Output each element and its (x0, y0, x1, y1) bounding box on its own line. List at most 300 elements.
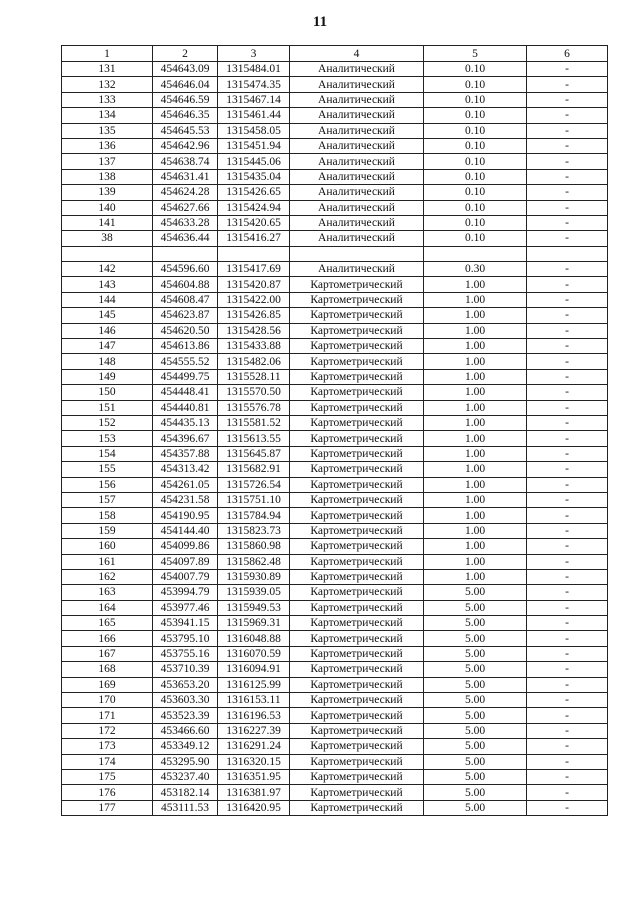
point-number-cell: 168 (62, 662, 153, 677)
x-coordinate-cell: 454613.86 (153, 339, 218, 354)
method-cell: Картометрический (290, 385, 424, 400)
accuracy-cell: 5.00 (424, 585, 527, 600)
table-row (62, 138, 608, 153)
accuracy-cell: 1.00 (424, 277, 527, 292)
note-cell: - (527, 185, 608, 200)
method-cell: Картометрический (290, 600, 424, 615)
point-number-cell: 143 (62, 277, 153, 292)
x-coordinate-cell: 454631.41 (153, 169, 218, 184)
column-header: 1 (62, 46, 153, 62)
column-header: 2 (153, 46, 218, 62)
method-cell: Картометрический (290, 585, 424, 600)
table-row (62, 585, 608, 600)
table-row (62, 92, 608, 107)
method-cell: Картометрический (290, 739, 424, 754)
point-number-cell: 137 (62, 154, 153, 169)
method-cell: Картометрический (290, 693, 424, 708)
point-number-cell: 148 (62, 354, 153, 369)
page-number: 11 (312, 14, 328, 30)
point-number-cell: 134 (62, 108, 153, 123)
point-number-cell: 154 (62, 446, 153, 461)
method-cell: Картометрический (290, 354, 424, 369)
table-row (62, 539, 608, 554)
table-row (62, 246, 608, 261)
method-cell: Картометрический (290, 508, 424, 523)
note-cell: - (527, 723, 608, 738)
method-cell: Картометрический (290, 662, 424, 677)
x-coordinate-cell: 453977.46 (153, 600, 218, 615)
y-coordinate-cell: 1316125.99 (218, 677, 290, 692)
note-cell: - (527, 677, 608, 692)
table-row (62, 385, 608, 400)
point-number-cell: 173 (62, 739, 153, 754)
x-coordinate-cell: 454633.28 (153, 215, 218, 230)
method-cell: Картометрический (290, 646, 424, 661)
note-cell: - (527, 693, 608, 708)
table-row (62, 693, 608, 708)
accuracy-cell: 1.00 (424, 508, 527, 523)
point-number-cell: 147 (62, 339, 153, 354)
point-number-cell: 159 (62, 523, 153, 538)
y-coordinate-cell: 1315422.00 (218, 292, 290, 307)
y-coordinate-cell: 1316227.39 (218, 723, 290, 738)
y-coordinate-cell: 1315424.94 (218, 200, 290, 215)
method-cell: Картометрический (290, 462, 424, 477)
point-number-cell: 156 (62, 477, 153, 492)
table-row (62, 739, 608, 754)
y-coordinate-cell (218, 246, 290, 261)
table-row (62, 554, 608, 569)
point-number-cell: 176 (62, 785, 153, 800)
x-coordinate-cell: 453349.12 (153, 739, 218, 754)
table-row (62, 754, 608, 769)
x-coordinate-cell: 453710.39 (153, 662, 218, 677)
accuracy-cell: 1.00 (424, 385, 527, 400)
table-row (62, 600, 608, 615)
point-number-cell: 151 (62, 400, 153, 415)
y-coordinate-cell: 1316153.11 (218, 693, 290, 708)
y-coordinate-cell: 1316070.59 (218, 646, 290, 661)
accuracy-cell: 1.00 (424, 462, 527, 477)
y-coordinate-cell: 1315751.10 (218, 492, 290, 507)
table-row (62, 200, 608, 215)
note-cell: - (527, 215, 608, 230)
point-number-cell: 162 (62, 569, 153, 584)
table-row (62, 123, 608, 138)
note-cell: - (527, 554, 608, 569)
y-coordinate-cell: 1316291.24 (218, 739, 290, 754)
x-coordinate-cell: 453994.79 (153, 585, 218, 600)
note-cell: - (527, 616, 608, 631)
x-coordinate-cell: 454396.67 (153, 431, 218, 446)
note-cell: - (527, 508, 608, 523)
accuracy-cell: 5.00 (424, 631, 527, 646)
x-coordinate-cell: 454646.04 (153, 77, 218, 92)
x-coordinate-cell: 453523.39 (153, 708, 218, 723)
note-cell: - (527, 339, 608, 354)
table-row (62, 662, 608, 677)
table-row (62, 354, 608, 369)
x-coordinate-cell: 454007.79 (153, 569, 218, 584)
accuracy-cell: 0.10 (424, 92, 527, 107)
table-row (62, 800, 608, 815)
point-number-cell: 136 (62, 138, 153, 153)
accuracy-cell: 1.00 (424, 492, 527, 507)
y-coordinate-cell: 1315428.56 (218, 323, 290, 338)
accuracy-cell: 1.00 (424, 415, 527, 430)
accuracy-cell: 5.00 (424, 754, 527, 769)
x-coordinate-cell: 454642.96 (153, 138, 218, 153)
accuracy-cell: 1.00 (424, 523, 527, 538)
method-cell: Картометрический (290, 277, 424, 292)
y-coordinate-cell: 1315784.94 (218, 508, 290, 523)
y-coordinate-cell: 1315416.27 (218, 231, 290, 246)
note-cell: - (527, 62, 608, 77)
accuracy-cell: 5.00 (424, 616, 527, 631)
note-cell: - (527, 631, 608, 646)
table-body (62, 46, 608, 816)
x-coordinate-cell: 454231.58 (153, 492, 218, 507)
table-row (62, 262, 608, 277)
table-row (62, 569, 608, 584)
method-cell: Картометрический (290, 554, 424, 569)
note-cell: - (527, 169, 608, 184)
x-coordinate-cell: 454643.09 (153, 62, 218, 77)
accuracy-cell: 0.10 (424, 185, 527, 200)
method-cell: Картометрический (290, 339, 424, 354)
method-cell: Аналитический (290, 200, 424, 215)
y-coordinate-cell: 1316094.91 (218, 662, 290, 677)
point-number-cell: 158 (62, 508, 153, 523)
accuracy-cell: 1.00 (424, 431, 527, 446)
table-row (62, 492, 608, 507)
point-number-cell (62, 246, 153, 261)
method-cell: Картометрический (290, 323, 424, 338)
x-coordinate-cell: 454435.13 (153, 415, 218, 430)
x-coordinate-cell: 454440.81 (153, 400, 218, 415)
method-cell: Картометрический (290, 723, 424, 738)
method-cell: Картометрический (290, 539, 424, 554)
accuracy-cell: 0.10 (424, 123, 527, 138)
x-coordinate-cell: 454627.66 (153, 200, 218, 215)
y-coordinate-cell: 1315862.48 (218, 554, 290, 569)
table-header-row (62, 46, 608, 62)
accuracy-cell: 5.00 (424, 646, 527, 661)
accuracy-cell (424, 246, 527, 261)
x-coordinate-cell: 453466.60 (153, 723, 218, 738)
point-number-cell: 171 (62, 708, 153, 723)
point-number-cell: 175 (62, 769, 153, 784)
y-coordinate-cell: 1315930.89 (218, 569, 290, 584)
note-cell: - (527, 708, 608, 723)
note-cell: - (527, 231, 608, 246)
x-coordinate-cell: 454099.86 (153, 539, 218, 554)
note-cell: - (527, 477, 608, 492)
point-number-cell: 152 (62, 415, 153, 430)
accuracy-cell: 5.00 (424, 769, 527, 784)
note-cell: - (527, 200, 608, 215)
point-number-cell: 38 (62, 231, 153, 246)
x-coordinate-cell: 454646.35 (153, 108, 218, 123)
x-coordinate-cell: 454448.41 (153, 385, 218, 400)
point-number-cell: 149 (62, 369, 153, 384)
note-cell: - (527, 308, 608, 323)
x-coordinate-cell: 453295.90 (153, 754, 218, 769)
coordinates-table (61, 45, 608, 816)
note-cell: - (527, 492, 608, 507)
table-row (62, 415, 608, 430)
accuracy-cell: 5.00 (424, 723, 527, 738)
note-cell: - (527, 277, 608, 292)
x-coordinate-cell: 454620.50 (153, 323, 218, 338)
x-coordinate-cell: 454624.28 (153, 185, 218, 200)
x-coordinate-cell: 453755.16 (153, 646, 218, 661)
point-number-cell: 163 (62, 585, 153, 600)
note-cell: - (527, 262, 608, 277)
accuracy-cell: 5.00 (424, 662, 527, 677)
method-cell: Картометрический (290, 415, 424, 430)
note-cell: - (527, 154, 608, 169)
note-cell: - (527, 92, 608, 107)
table-row (62, 477, 608, 492)
x-coordinate-cell: 453237.40 (153, 769, 218, 784)
y-coordinate-cell: 1315484.01 (218, 62, 290, 77)
accuracy-cell: 0.10 (424, 138, 527, 153)
method-cell: Аналитический (290, 123, 424, 138)
table-row (62, 154, 608, 169)
method-cell: Картометрический (290, 569, 424, 584)
note-cell: - (527, 123, 608, 138)
accuracy-cell: 0.30 (424, 262, 527, 277)
x-coordinate-cell: 454097.89 (153, 554, 218, 569)
table-row (62, 523, 608, 538)
y-coordinate-cell: 1315426.65 (218, 185, 290, 200)
note-cell: - (527, 523, 608, 538)
note-cell: - (527, 77, 608, 92)
table-row (62, 508, 608, 523)
note-cell: - (527, 415, 608, 430)
point-number-cell: 138 (62, 169, 153, 184)
y-coordinate-cell: 1315528.11 (218, 369, 290, 384)
x-coordinate-cell: 454638.74 (153, 154, 218, 169)
y-coordinate-cell: 1315458.05 (218, 123, 290, 138)
x-coordinate-cell: 453111.53 (153, 800, 218, 815)
x-coordinate-cell: 454646.59 (153, 92, 218, 107)
method-cell: Картометрический (290, 769, 424, 784)
method-cell: Картометрический (290, 708, 424, 723)
method-cell: Аналитический (290, 62, 424, 77)
y-coordinate-cell: 1315435.04 (218, 169, 290, 184)
note-cell: - (527, 785, 608, 800)
x-coordinate-cell: 453795.10 (153, 631, 218, 646)
accuracy-cell: 0.10 (424, 231, 527, 246)
method-cell: Аналитический (290, 138, 424, 153)
table-row (62, 400, 608, 415)
table-row (62, 62, 608, 77)
note-cell: - (527, 769, 608, 784)
accuracy-cell: 1.00 (424, 446, 527, 461)
method-cell: Картометрический (290, 616, 424, 631)
table-row (62, 616, 608, 631)
note-cell (527, 246, 608, 261)
method-cell: Картометрический (290, 785, 424, 800)
y-coordinate-cell: 1315417.69 (218, 262, 290, 277)
y-coordinate-cell: 1315576.78 (218, 400, 290, 415)
method-cell: Картометрический (290, 477, 424, 492)
table-row (62, 677, 608, 692)
x-coordinate-cell: 454645.53 (153, 123, 218, 138)
method-cell: Картометрический (290, 292, 424, 307)
accuracy-cell: 0.10 (424, 215, 527, 230)
point-number-cell: 169 (62, 677, 153, 692)
y-coordinate-cell: 1315426.85 (218, 308, 290, 323)
method-cell: Аналитический (290, 169, 424, 184)
note-cell: - (527, 800, 608, 815)
note-cell: - (527, 446, 608, 461)
accuracy-cell: 0.10 (424, 77, 527, 92)
x-coordinate-cell: 454261.05 (153, 477, 218, 492)
table-row (62, 77, 608, 92)
note-cell: - (527, 754, 608, 769)
note-cell: - (527, 400, 608, 415)
y-coordinate-cell: 1316420.95 (218, 800, 290, 815)
note-cell: - (527, 462, 608, 477)
method-cell: Картометрический (290, 492, 424, 507)
accuracy-cell: 0.10 (424, 108, 527, 123)
note-cell: - (527, 354, 608, 369)
table-row (62, 323, 608, 338)
method-cell: Аналитический (290, 185, 424, 200)
method-cell: Картометрический (290, 400, 424, 415)
method-cell: Аналитический (290, 77, 424, 92)
point-number-cell: 170 (62, 693, 153, 708)
y-coordinate-cell: 1315613.55 (218, 431, 290, 446)
x-coordinate-cell: 454555.52 (153, 354, 218, 369)
accuracy-cell: 0.10 (424, 200, 527, 215)
accuracy-cell: 1.00 (424, 292, 527, 307)
point-number-cell: 144 (62, 292, 153, 307)
method-cell: Аналитический (290, 262, 424, 277)
note-cell: - (527, 292, 608, 307)
accuracy-cell: 5.00 (424, 677, 527, 692)
note-cell: - (527, 138, 608, 153)
point-number-cell: 131 (62, 62, 153, 77)
method-cell: Картометрический (290, 431, 424, 446)
table-row (62, 446, 608, 461)
method-cell: Картометрический (290, 369, 424, 384)
note-cell: - (527, 569, 608, 584)
note-cell: - (527, 385, 608, 400)
point-number-cell: 174 (62, 754, 153, 769)
y-coordinate-cell: 1315445.06 (218, 154, 290, 169)
x-coordinate-cell: 454499.75 (153, 369, 218, 384)
y-coordinate-cell: 1316048.88 (218, 631, 290, 646)
y-coordinate-cell: 1315433.88 (218, 339, 290, 354)
note-cell: - (527, 662, 608, 677)
point-number-cell: 172 (62, 723, 153, 738)
accuracy-cell: 1.00 (424, 308, 527, 323)
accuracy-cell: 1.00 (424, 323, 527, 338)
point-number-cell: 133 (62, 92, 153, 107)
accuracy-cell: 1.00 (424, 539, 527, 554)
column-header: 6 (527, 46, 608, 62)
point-number-cell: 165 (62, 616, 153, 631)
accuracy-cell: 1.00 (424, 477, 527, 492)
x-coordinate-cell: 454636.44 (153, 231, 218, 246)
y-coordinate-cell: 1315461.44 (218, 108, 290, 123)
accuracy-cell: 0.10 (424, 169, 527, 184)
accuracy-cell: 1.00 (424, 569, 527, 584)
note-cell: - (527, 739, 608, 754)
table-row (62, 369, 608, 384)
table-row (62, 108, 608, 123)
x-coordinate-cell (153, 246, 218, 261)
method-cell: Аналитический (290, 154, 424, 169)
point-number-cell: 161 (62, 554, 153, 569)
table-row (62, 462, 608, 477)
point-number-cell: 166 (62, 631, 153, 646)
table-row (62, 277, 608, 292)
accuracy-cell: 0.10 (424, 154, 527, 169)
accuracy-cell: 5.00 (424, 739, 527, 754)
point-number-cell: 142 (62, 262, 153, 277)
point-number-cell: 150 (62, 385, 153, 400)
table-row (62, 723, 608, 738)
point-number-cell: 145 (62, 308, 153, 323)
point-number-cell: 160 (62, 539, 153, 554)
table-row (62, 339, 608, 354)
table-row (62, 292, 608, 307)
method-cell: Картометрический (290, 446, 424, 461)
method-cell: Аналитический (290, 215, 424, 230)
x-coordinate-cell: 454604.88 (153, 277, 218, 292)
column-header: 3 (218, 46, 290, 62)
y-coordinate-cell: 1315969.31 (218, 616, 290, 631)
table-row (62, 215, 608, 230)
accuracy-cell: 5.00 (424, 693, 527, 708)
x-coordinate-cell: 453182.14 (153, 785, 218, 800)
accuracy-cell: 1.00 (424, 339, 527, 354)
x-coordinate-cell: 454623.87 (153, 308, 218, 323)
table-row (62, 708, 608, 723)
y-coordinate-cell: 1316351.95 (218, 769, 290, 784)
table-row (62, 785, 608, 800)
y-coordinate-cell: 1315451.94 (218, 138, 290, 153)
note-cell: - (527, 539, 608, 554)
method-cell: Картометрический (290, 800, 424, 815)
accuracy-cell: 1.00 (424, 369, 527, 384)
y-coordinate-cell: 1316381.97 (218, 785, 290, 800)
accuracy-cell: 1.00 (424, 400, 527, 415)
point-number-cell: 139 (62, 185, 153, 200)
accuracy-cell: 5.00 (424, 708, 527, 723)
y-coordinate-cell: 1315482.06 (218, 354, 290, 369)
column-header: 4 (290, 46, 424, 62)
x-coordinate-cell: 453603.30 (153, 693, 218, 708)
point-number-cell: 135 (62, 123, 153, 138)
y-coordinate-cell: 1315420.65 (218, 215, 290, 230)
method-cell: Аналитический (290, 92, 424, 107)
note-cell: - (527, 600, 608, 615)
x-coordinate-cell: 454608.47 (153, 292, 218, 307)
point-number-cell: 157 (62, 492, 153, 507)
y-coordinate-cell: 1316320.15 (218, 754, 290, 769)
x-coordinate-cell: 454190.95 (153, 508, 218, 523)
y-coordinate-cell: 1315474.35 (218, 77, 290, 92)
point-number-cell: 177 (62, 800, 153, 815)
table-row (62, 431, 608, 446)
x-coordinate-cell: 453653.20 (153, 677, 218, 692)
